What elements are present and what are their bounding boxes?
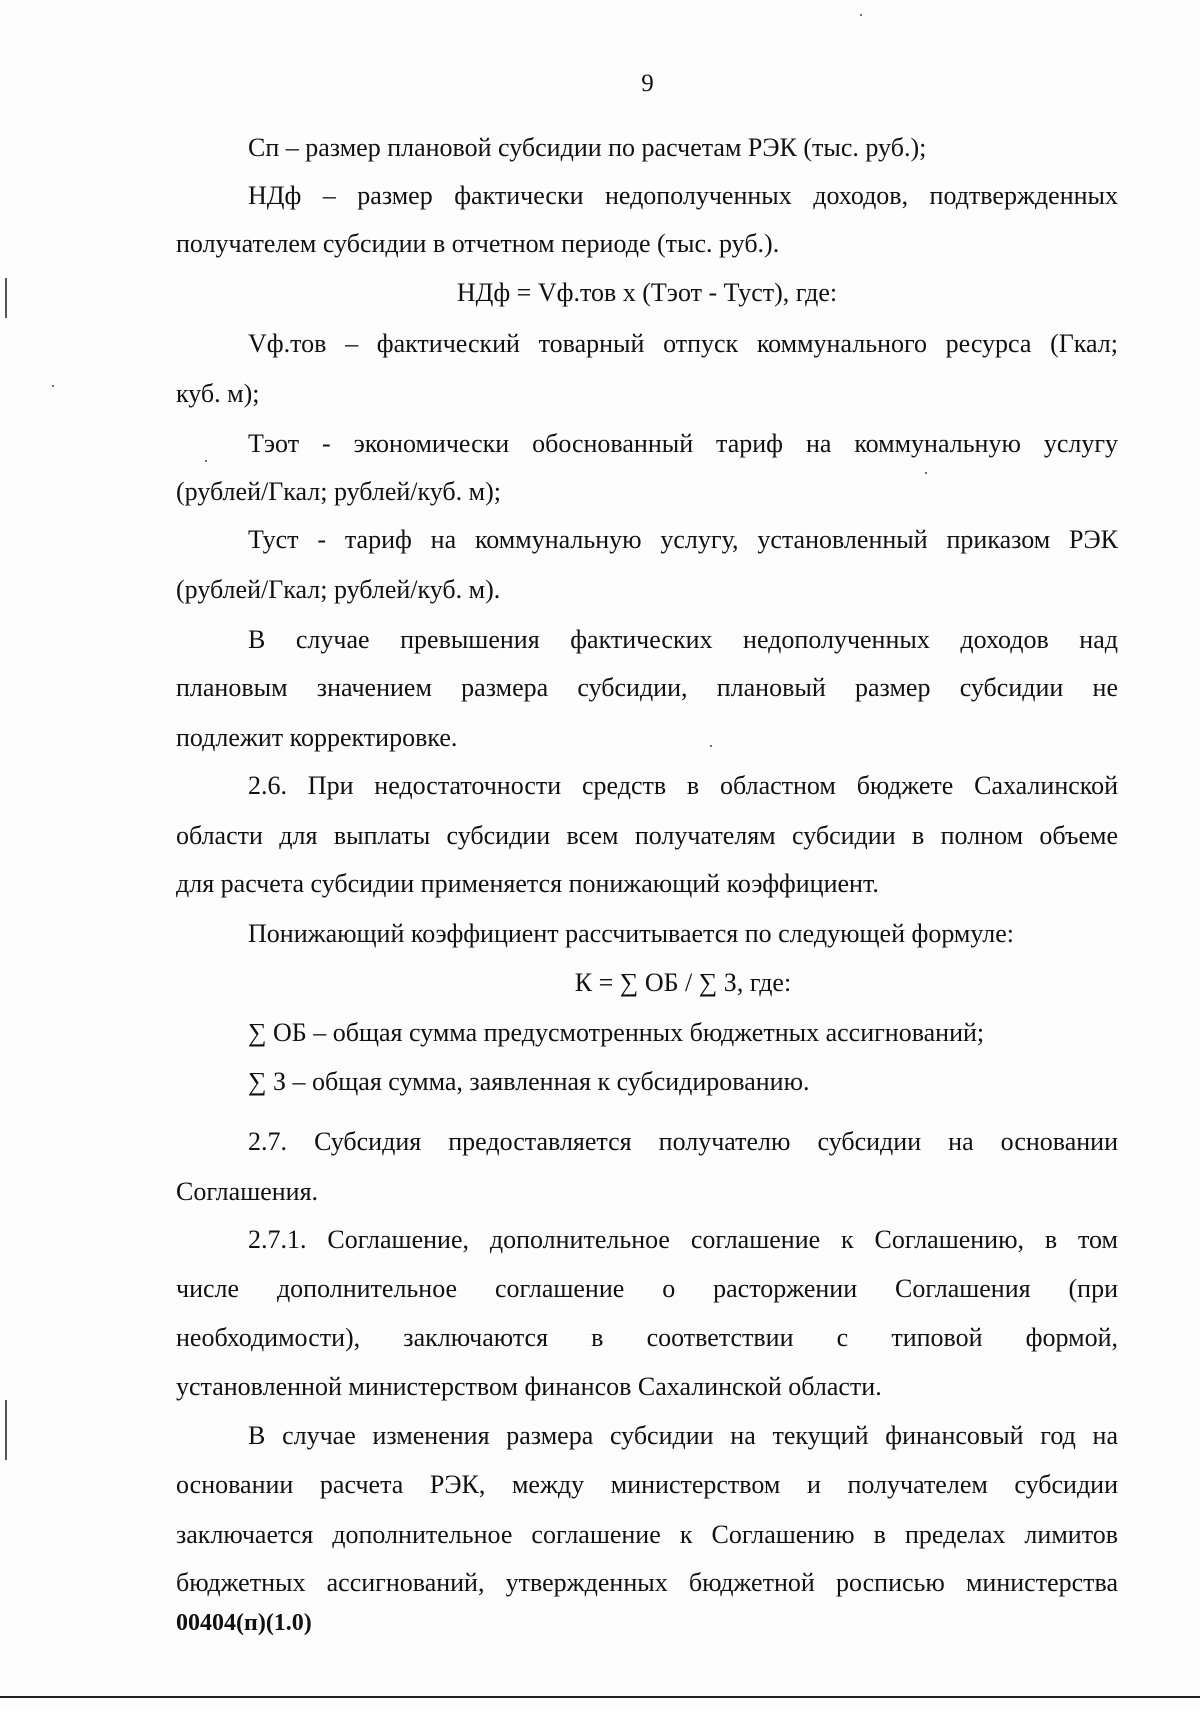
text-line: подлежит корректировке. [176, 723, 458, 752]
text-line: Тэот - экономически обоснованный тариф на коммунальную услугу [248, 429, 1118, 458]
text-line: заключается дополнительное соглашение к Соглашению в пределах лимитов [176, 1520, 1118, 1549]
text-line: Понижающий коэффициент рассчитывается по следующей формуле: [248, 919, 1014, 948]
scan-speck [52, 385, 54, 387]
scan-speck [860, 14, 862, 16]
formula-line: К = ∑ ОБ / ∑ З, где: [574, 968, 792, 997]
text-line: числе дополнительное соглашение о расторжении Соглашения (при [176, 1274, 1118, 1303]
text-line: (рублей/Гкал; рублей/куб. м). [176, 575, 501, 604]
text-line: необходимости), заключаются в соответствии с типовой формой, [176, 1323, 1118, 1352]
scan-speck [710, 745, 712, 747]
text-line: для расчета субсидии применяется понижающий коэффициент. [176, 869, 879, 898]
text-line: установленной министерством финансов Сахалинской области. [176, 1372, 882, 1401]
scan-speck [205, 460, 207, 462]
text-line: 2.7. Субсидия предоставляется получателю субсидии на основании [248, 1127, 1118, 1156]
text-line: 2.6. При недостаточности средств в областном бюджете Сахалинской [248, 771, 1118, 800]
text-line: (рублей/Гкал; рублей/куб. м); [176, 477, 501, 506]
scan-edge-mark [5, 278, 7, 318]
document-code: 00404(п)(1.0) [176, 1610, 312, 1636]
page-number: 9 [641, 70, 654, 97]
text-line: получателем субсидии в отчетном периоде (тыс. руб.). [176, 229, 780, 258]
text-line: 2.7.1. Соглашение, дополнительное соглашение к Соглашению, в том [248, 1225, 1118, 1254]
scan-edge-mark [5, 1400, 7, 1460]
text-line: В случае изменения размера субсидии на текущий финансовый год на [248, 1421, 1118, 1450]
text-line: ∑ ОБ – общая сумма предусмотренных бюджетных ассигнований; [248, 1018, 985, 1047]
text-line: Туст - тариф на коммунальную услугу, установленный приказом РЭК [248, 525, 1118, 554]
text-line: НДф – размер фактически недополученных доходов, подтвержденных [248, 181, 1118, 210]
text-line: Сп – размер плановой субсидии по расчетам РЭК (тыс. руб.); [248, 133, 927, 162]
text-line: ∑ З – общая сумма, заявленная к субсидированию. [248, 1067, 810, 1096]
scan-bottom-edge [0, 1696, 1200, 1698]
text-line: основании расчета РЭК, между министерством и получателем субсидии [176, 1470, 1118, 1499]
text-line: В случае превышения фактических недополученных доходов над [248, 625, 1118, 654]
text-line: бюджетных ассигнований, утвержденных бюджетной росписью министерства [176, 1568, 1118, 1597]
text-line: области для выплаты субсидии всем получателям субсидии в полном объеме [176, 821, 1118, 850]
formula-line: НДф = Vф.тов х (Тэот - Туст), где: [456, 278, 838, 307]
text-line: плановым значением размера субсидии, плановый размер субсидии не [176, 673, 1118, 702]
text-line: Vф.тов – фактический товарный отпуск коммунального ресурса (Гкал; [248, 329, 1118, 358]
scan-speck [925, 472, 927, 474]
text-line: Соглашения. [176, 1177, 319, 1206]
text-line: куб. м); [176, 379, 260, 408]
